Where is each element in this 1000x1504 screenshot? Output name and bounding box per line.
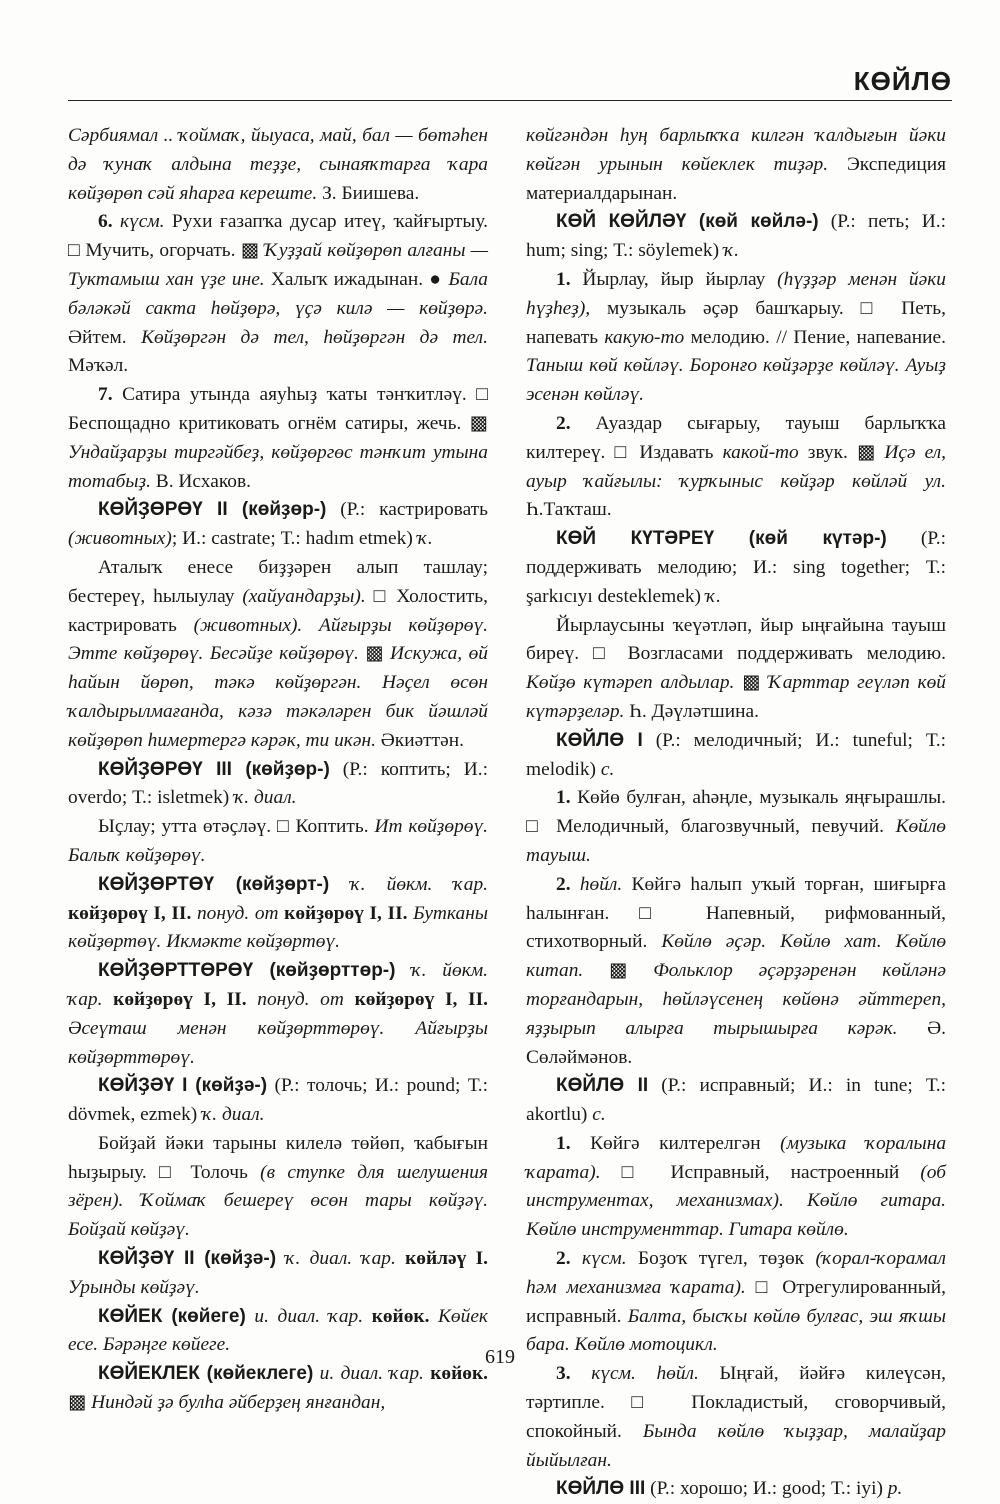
dictionary-entry bbox=[68, 871, 488, 957]
entry-text: (Р.: толочь; И.: pound; Т.: dövmek, ezmek) bbox=[68, 1075, 488, 1126]
entry-text: көйөк. bbox=[363, 1305, 430, 1327]
entry-text: Халыҡ ижадынан. ● bbox=[264, 268, 449, 290]
entry-text: 2. bbox=[556, 412, 596, 434]
entry-text: Көйлө гитара. Көйлө инструменттар. Гитара көйлө. bbox=[526, 1190, 946, 1241]
entry-text: (Р.: мелодичный; И.: tuneful; Т.: melodik) bbox=[526, 729, 946, 780]
entry-text: Йырлаусыны ҡеүәтләп, йыр ыңғайына тауыш биреү. □ Возгласами поддерживать мелодию. bbox=[526, 614, 946, 665]
headword: КӨЙҘӘҮ I (көйҙә-) bbox=[98, 1075, 268, 1097]
entry-sense bbox=[526, 122, 946, 208]
dictionary-entry bbox=[68, 957, 488, 1072]
entry-text: Аталыҡ енесе биҙҙәрен алып ташлау; бестерeү, һылыулау bbox=[68, 556, 488, 607]
entry-sense bbox=[526, 784, 946, 870]
entry-text: ҡ. bbox=[723, 240, 739, 262]
dictionary-entry bbox=[526, 208, 946, 266]
entry-text: мелодию. // Пение, напевание. bbox=[684, 326, 946, 348]
entry-text: с. bbox=[592, 1104, 606, 1126]
dictionary-entry bbox=[526, 1475, 946, 1504]
dictionary-entry bbox=[68, 496, 488, 554]
entry-text: Боҙоҡ түгел, төҙөк bbox=[626, 1248, 816, 1270]
headword: КӨЙҘӨРТӨҮ (көйҙөрт-) bbox=[98, 873, 330, 895]
entry-text: Искужа, өй һайын йөрөп, тәкә көйҙөргән. Нәҫел өсөн ҡалдырылмағанда, кәзә тәкәләрен бик йәшләй көйҙөрөп һимертергә кәрәк, ти икән. bbox=[68, 643, 488, 751]
dictionary-entry bbox=[68, 1245, 488, 1303]
headword: КӨЙЛӨ II bbox=[556, 1075, 649, 1097]
entry-text: 2. bbox=[556, 1248, 582, 1270]
entry-text bbox=[329, 874, 350, 895]
entry-text: Ундайҙарҙы тиргәйбеҙ, көйҙөргөс тәнҡит утына тотабыҙ. bbox=[68, 441, 488, 492]
entry-sense bbox=[526, 266, 946, 410]
entry-text: 1. bbox=[556, 787, 578, 809]
entry-text: Айғырҙы көйҙөрөү. Этте көйҙөрөү. Бесәйҙе көйҙөрөү. bbox=[68, 614, 488, 665]
entry-text: Көйҙө күтәреп алдылар. bbox=[526, 672, 735, 694]
entry-text: Әкиәттән. bbox=[375, 729, 464, 751]
entry-text: (Р.: кастрировать bbox=[326, 499, 488, 521]
entry-sense bbox=[526, 1130, 946, 1245]
entry-text: Әйтем. bbox=[68, 326, 142, 348]
headword: КӨЙҘӨРӨҮ III (көйҙөр-) bbox=[98, 758, 330, 780]
entry-text: ҡ. bbox=[417, 528, 433, 550]
entry-sense bbox=[526, 612, 946, 727]
entry-text: Балта, бысҡы көйлө булғас, эш яҡшы бара. Көйлө мотоцикл. bbox=[526, 1305, 946, 1356]
entry-text: с. bbox=[600, 758, 615, 780]
right-column bbox=[526, 122, 946, 1504]
headword: КӨЙЕК (көйеге) bbox=[98, 1305, 246, 1327]
entry-text: ▩ bbox=[68, 1392, 92, 1414]
entry-text: Бында көйлө ҡыҙҙар, малайҙар йыйылған. bbox=[526, 1420, 946, 1471]
entry-text: (в ступке для шелушения зёрен). bbox=[68, 1161, 488, 1212]
entry-text: р. bbox=[887, 1478, 903, 1500]
entry-sense bbox=[526, 1245, 946, 1360]
entry-text: Көйек есе. Бәрәңге көйеге. bbox=[68, 1305, 488, 1356]
dictionary-entry bbox=[526, 525, 946, 611]
entry-text: (һүҙҙәр менән йәки һүҙһеҙ), bbox=[526, 268, 946, 319]
header-rule bbox=[68, 100, 952, 101]
headword: КӨЙ КҮТӘРЕҮ (көй күтәр-) bbox=[556, 528, 887, 550]
entry-text: 6. bbox=[98, 211, 120, 233]
entry-text: Ниндәй ҙә булһа әйберҙең янғандан, bbox=[91, 1392, 386, 1414]
entry-text: Көйгә килтерелгән bbox=[590, 1132, 781, 1154]
headword: КӨЙ КӨЙЛӘҮ (көй көйлә-) bbox=[556, 211, 819, 233]
entry-text: көйҙөрөү I, II. bbox=[102, 988, 247, 1010]
entry-sense bbox=[68, 208, 488, 381]
entry-text: Ҡоймаҡ бешереү өсөн тары көйҙәү. Бойҙай көйҙәү. bbox=[68, 1190, 488, 1241]
entry-text: (Р.: коптить; И.: overdo; Т.: isletmek) bbox=[68, 758, 488, 809]
headword: КӨЙЛӨ III bbox=[556, 1478, 646, 1500]
entry-sense bbox=[68, 1130, 488, 1245]
dictionary-entry bbox=[526, 1072, 946, 1130]
entry-text bbox=[123, 1190, 140, 1211]
headword: КӨЙҘӨРӨҮ II (көйҙөр-) bbox=[98, 499, 327, 521]
entry-text: З. Биишева. bbox=[317, 182, 420, 204]
entry-text: Иҫә ел, ауыр ҡайғылы: ҡурҡыныс көйҙәр көйләй ул. bbox=[526, 441, 946, 492]
entry-text: (ҡорал-ҡорамал һәм механизмға ҡарата). bbox=[526, 1248, 947, 1298]
entry-text: □ Отрегулированный, исправный. bbox=[526, 1276, 946, 1327]
entry-text: Көйлө әҫәр. Көйлө хат. Көйлө китап. bbox=[526, 931, 947, 982]
entry-text: 2. bbox=[556, 873, 580, 895]
entry-text: (Р.: поддерживать мелодию; И.: sing together; Т.: şarkıcıyı desteklemek) bbox=[526, 528, 946, 607]
entry-text: □ Исправный, настроенный bbox=[600, 1161, 921, 1183]
entry-text: ҡ. йөкм. ҡар. bbox=[350, 873, 488, 895]
entry-text: Сәрбиямал .. ҡоймаҡ, йыуаса, май, бал — бөтәһен дә ҡунаҡ алдына теҙҙе, сынаяҡтарға ҡара көйҙөрөп сәй яһарға кереште. bbox=[68, 125, 488, 204]
entry-text: Көйгә һалып уҡый торған, шиғырға һалынған. □ Напевный, рифмованный, стихотворный. bbox=[526, 873, 946, 953]
entry-text: көйҙөрөү I, II. bbox=[68, 902, 192, 924]
entry-text: Урынды көйҙәү. bbox=[68, 1276, 200, 1298]
entry-text bbox=[247, 989, 258, 1010]
entry-text: көйләү I. bbox=[395, 1248, 488, 1270]
entry-text: Ҡарттар геүләп көй күтәрҙеләр. bbox=[526, 672, 946, 722]
entry-text: Һ.Таҡташ. bbox=[526, 499, 612, 521]
entry-text: (Р.: петь; И.: hum; sing; Т.: söylemek) bbox=[526, 211, 946, 262]
entry-sense bbox=[68, 813, 488, 871]
entry-text: күсм. bbox=[581, 1248, 627, 1270]
entry-text: Бойҙай йәки тарыны килелә төйөп, ҡабығын һыҙырыу. □ Толочь bbox=[68, 1132, 488, 1183]
entry-text: Ҡуҙҙай көйҙөрөп алғаны — Туктамыш хан үҙе ине. bbox=[68, 240, 489, 290]
entry-text: ; И.: castrate; Т.: hadım etmek) bbox=[171, 528, 418, 550]
entry-text: Бутканы көйҙөртөү. Икмәкте көйҙөртөү. bbox=[68, 902, 488, 953]
entry-text: В. Исхаков. bbox=[150, 470, 251, 492]
entry-text: (Р.: хорошо; И.: good; Т.: iyi) bbox=[645, 1478, 888, 1500]
entry-text: күсм. һөйл. bbox=[591, 1363, 699, 1385]
entry-text: (об инструментах, механизмах). bbox=[526, 1161, 946, 1212]
entry-text: Фольклор әҫәрҙәренән көйләнә торғандарын, һөйләүсенең көйөнә әйттереп, яҙҙырып алырға тырышырға кәрәк. bbox=[526, 960, 946, 1039]
entry-text: ▩ bbox=[734, 672, 769, 694]
entry-text bbox=[429, 1306, 438, 1327]
entry-text: □ Холостить, кастрировать bbox=[68, 585, 488, 636]
dictionary-entry bbox=[526, 727, 946, 785]
entry-text: какой-то bbox=[722, 441, 799, 463]
entry-text: ҡ. диал. bbox=[202, 1104, 265, 1126]
entry-text: Көйҙөргән дә тел, һөйҙөргән дә тел. bbox=[141, 326, 488, 348]
entry-text: ▩ bbox=[583, 960, 654, 982]
dictionary-entry bbox=[68, 756, 488, 814]
entry-sense bbox=[68, 122, 488, 208]
headword: КӨЙҘӘҮ II (көйҙә-) bbox=[98, 1248, 277, 1270]
entry-text bbox=[784, 1190, 807, 1211]
entry-text: Рухи ғазапҡа дусар итеү, ҡайғыртыу. □ Мучить, огорчать. ▩ bbox=[68, 211, 489, 262]
entry-text: понуд. от bbox=[257, 988, 344, 1010]
entry-text: (музыка ҡоралына ҡарата). bbox=[526, 1132, 947, 1183]
entry-text: (хайуандарҙы). bbox=[242, 585, 366, 607]
entry-text: (Р.: исправный; И.: in tune; Т.: akortlu) bbox=[526, 1075, 946, 1126]
entry-text: көйөк. bbox=[423, 1363, 488, 1385]
entry-text: какую-то bbox=[604, 326, 685, 348]
entry-text: көйҙөрөү I, II. bbox=[343, 988, 488, 1010]
entry-text: ҡ. диал. ҡар. bbox=[285, 1248, 396, 1270]
entry-text: и. диал. ҡар. bbox=[254, 1305, 364, 1327]
entry-text: (животных). bbox=[193, 614, 303, 636]
entry-text: Көйлө тауыш. bbox=[526, 816, 946, 866]
entry-text: көйгәндән һуң барлыҡҡа килгән ҡалдығын йәки көйгән урынын көйеклек тиҙәр. bbox=[526, 125, 946, 175]
entry-text: и. диал. ҡар. bbox=[319, 1363, 424, 1385]
entry-text: Йырлау, йыр йырлау bbox=[582, 268, 778, 290]
headword: КӨЙЕКЛЕК (көйеклеге) bbox=[98, 1363, 314, 1385]
entry-text: понуд. от bbox=[196, 902, 279, 924]
entry-text: һөйл. bbox=[579, 873, 623, 895]
entry-text: ҡ. диал. bbox=[234, 787, 297, 809]
headword: КӨЙҘӨРТТӨРӨҮ (көйҙөрттөр-) bbox=[98, 960, 396, 982]
entry-text: Мәҡәл. bbox=[68, 355, 129, 377]
entry-text: Экспедиция материалдарынан. bbox=[526, 153, 946, 204]
entry-text bbox=[395, 960, 411, 981]
dictionary-entry bbox=[68, 1072, 488, 1130]
entry-text: 3. bbox=[556, 1363, 592, 1385]
entry-text: Ауаздар сығарыу, тауыш барлыҡҡа килтереү. □ Издавать bbox=[526, 412, 947, 463]
entry-text: Таныш көй көйләү. Боронғо көйҙәрҙе көйләү. Ауыҙ эсенән көйләү. bbox=[526, 355, 946, 406]
entry-text: ҡ. йөкм. ҡар. bbox=[68, 960, 488, 1010]
entry-sense bbox=[68, 554, 488, 756]
entry-text: (животных) bbox=[68, 528, 172, 550]
entry-text: звук. ▩ bbox=[798, 441, 885, 463]
entry-text: Ә. Сөләймәнов. bbox=[526, 1017, 946, 1068]
entry-text: Көйө булған, аһәңле, музыкаль яңғырашлы. □ Мелодичный, благозвучный, певучий. bbox=[526, 787, 947, 838]
headword: КӨЙЛӨ I bbox=[556, 729, 643, 751]
entry-text: Бала бәләкәй сакта һөйҙөрә, үҫә килә — көйҙөрә. bbox=[68, 268, 489, 319]
entry-text: күсм. bbox=[119, 211, 165, 233]
entry-text: 1. bbox=[556, 1132, 591, 1154]
entry-text bbox=[276, 1248, 285, 1269]
entry-text: Һ. Дәүләтшина. bbox=[624, 700, 759, 722]
left-column bbox=[68, 122, 488, 1418]
entry-sense bbox=[526, 871, 946, 1073]
entry-text: 7. bbox=[98, 384, 123, 406]
entry-text: Сатира утында аяуһыҙ ҡаты тәнҡитләү. □ Беспощадно критиковать огнём сатиры, жечь. ▩ bbox=[68, 384, 489, 434]
entry-text: көйҙөрөү I, II. bbox=[278, 902, 408, 924]
entry-text: Ит көйҙөрөү. Балыҡ көйҙөрөү. bbox=[68, 816, 488, 866]
entry-text bbox=[302, 615, 319, 636]
running-head: КӨЙЛӨ bbox=[853, 66, 952, 96]
entry-sense bbox=[68, 381, 488, 496]
entry-text: музыкаль әҫәр башҡарыу. □ Петь, напевать bbox=[526, 297, 946, 348]
entry-text: 1. bbox=[556, 268, 583, 290]
entry-sense bbox=[526, 1360, 946, 1475]
entry-text: Ыҫлау; утта өтәҫләү. □ Коптить. bbox=[98, 816, 375, 838]
entry-text: ▩ bbox=[358, 643, 391, 665]
entry-text: ҡ. bbox=[705, 585, 721, 607]
entry-sense bbox=[526, 410, 946, 525]
page-number: 619 bbox=[485, 1346, 515, 1368]
entry-text: Ыңғай, йәйғә килеүсән, тәртипле. □ Покладистый, сговорчивый, спокойный. bbox=[526, 1363, 947, 1442]
entry-text: Әсеүташ менән көйҙөрттөрөү. Айғырҙы көйҙөрттөрөү. bbox=[68, 1017, 488, 1068]
